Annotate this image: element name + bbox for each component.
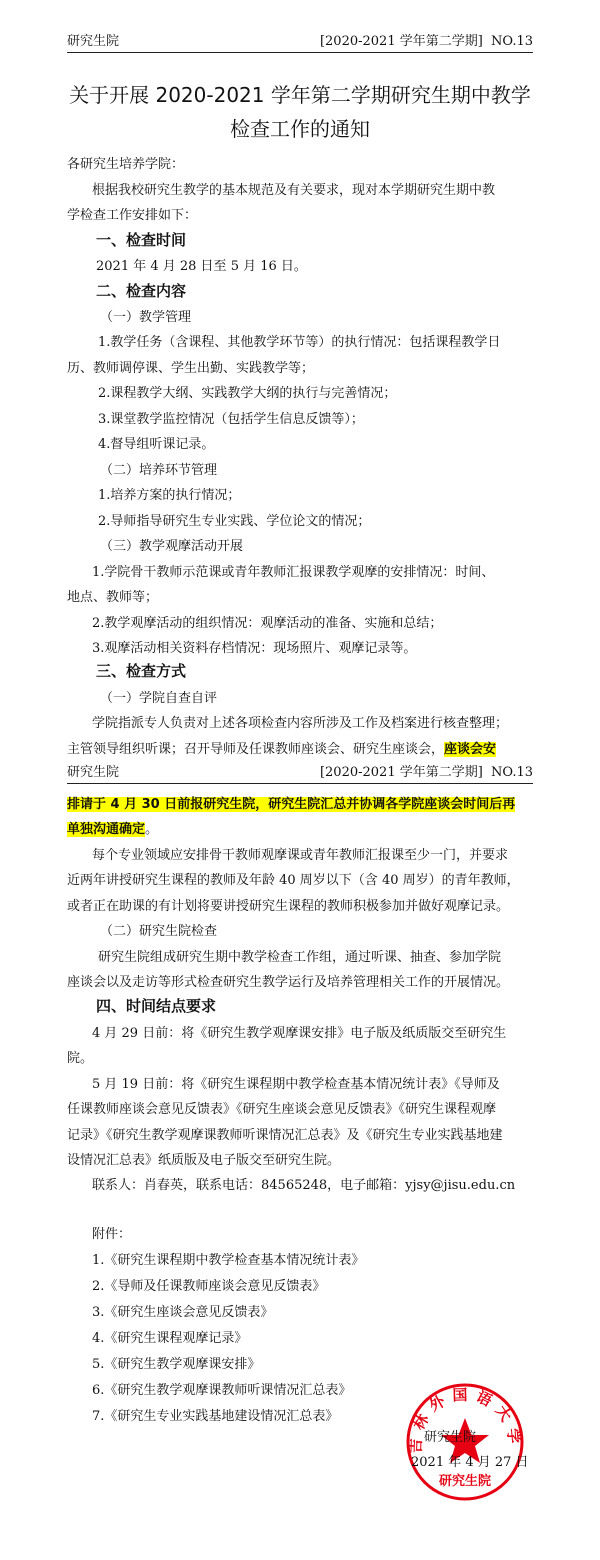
subsection-heading: （一）学院自查自评 [100, 691, 218, 706]
paragraph: 任课教师座谈会意见反馈表》《研究生座谈会意见反馈表》《研究生课程观摩 [67, 1102, 497, 1117]
list-item: 2.导师指导研究生专业实践、学位论文的情况； [98, 514, 371, 529]
paragraph [67, 817, 533, 843]
attachment-item: 7.《研究生专业实践基地建设情况汇总表》 [92, 1409, 339, 1424]
list-item: 3.观摩活动相关资料存档情况：现场照片、观摩记录等。 [92, 641, 417, 656]
paragraph: 或者正在助课的有计划将要讲授研究生课程的教师积极参加并做好观摩记录。 [67, 899, 510, 914]
page-header [67, 30, 533, 53]
section-heading: 二、检查内容 [96, 282, 187, 300]
list-item: 4.督导组听课记录。 [98, 437, 215, 452]
section-heading: 四、时间结点要求 [96, 997, 217, 1015]
section-heading: 三、检查方式 [96, 662, 187, 680]
paragraph [67, 792, 533, 818]
list-item: 1.教学任务（含课程、其他教学环节等）的执行情况：包括课程教学日 [98, 335, 501, 350]
attachment-item: 3.《研究生座谈会意见反馈表》 [92, 1305, 274, 1320]
subsection-heading: （一）教学管理 [100, 310, 192, 325]
list-item: 1.培养方案的执行情况； [98, 488, 241, 503]
header-left: 研究生院 [67, 34, 120, 49]
paragraph: 每个专业领域应安排骨干教师观摩课或青年教师汇报课至少一门，并要求 [92, 848, 509, 863]
list-item: 3.课堂教学监控情况（包括学生信息反馈等）； [98, 412, 364, 427]
paragraph: 学院指派专人负责对上述各项检查内容所涉及工作及档案进行核查整理； [92, 716, 509, 731]
paragraph: 研究生院组成研究生期中教学检查工作组，通过听课、抽查、参加学院 [98, 950, 502, 965]
paragraph: 设情况汇总表》纸质版及电子版交至研究生院。 [67, 1153, 341, 1168]
doc-title-line1: 关于开展 2020-2021 学年第二学期研究生期中教学 [69, 83, 531, 107]
svg-text:研究生院: 研究生院 [438, 1474, 492, 1489]
paragraph: 4 月 29 日前：将《研究生教学观摩课安排》电子版及纸质版交至研究生 [92, 1026, 507, 1041]
paragraph: 近两年讲授研究生课程的教师及年龄 40 周岁以下（含 40 周岁）的青年教师， [67, 873, 520, 888]
paragraph: 2021 年 4 月 28 日至 5 月 16 日。 [96, 259, 307, 274]
list-item: 地点、教师等； [67, 590, 159, 605]
highlighted-text: 单独沟通确定 [67, 822, 146, 837]
paragraph-text: 主管领导组织听课；召开导师及任课教师座谈会、研究生座谈会， [67, 742, 445, 757]
highlighted-text: 排请于 4 月 30 日前报研究生院，研究生院汇总并协调各学院座谈会时间后再 [67, 797, 516, 812]
subsection-heading: （二）培养环节管理 [100, 463, 218, 478]
paragraph: 记录》《研究生教学观摩课教师听课情况汇总表》及《研究生专业实践基地建 [67, 1128, 503, 1143]
intro-line: 根据我校研究生教学的基本规范及有关要求，现对本学期研究生期中教 [92, 183, 496, 198]
paragraph: 5 月 19 日前：将《研究生课程期中教学检查基本情况统计表》《导师及 [92, 1077, 500, 1092]
svg-text:吉林外国语大学: 吉林外国语大学 [406, 1385, 524, 1454]
list-item: 2.课程教学大纲、实践教学大纲的执行与完善情况； [98, 386, 397, 401]
list-item: 历、教师调停课、学生出勤、实践教学等； [67, 361, 315, 376]
salutation: 各研究生培养学院： [67, 157, 185, 172]
header-right: [2020-2021 学年第二学期] NO.13 [319, 765, 533, 780]
list-item: 2.教学观摩活动的组织情况：观摩活动的准备、实施和总结； [92, 616, 443, 631]
page-header [67, 761, 533, 784]
highlighted-text: 座谈会安 [444, 742, 497, 757]
paragraph: 院。 [67, 1051, 94, 1066]
attachment-item: 5.《研究生教学观摩课安排》 [92, 1357, 261, 1372]
attachment-item: 1.《研究生课程期中教学检查基本情况统计表》 [92, 1253, 365, 1268]
intro-line: 学检查工作安排如下： [67, 208, 198, 223]
signature-date: 2021 年 4 月 27 日 [411, 1455, 529, 1470]
doc-title-line2: 检查工作的通知 [230, 117, 370, 141]
attachment-item: 4.《研究生课程观摩记录》 [92, 1331, 248, 1346]
contact-info: 联系人：肖春英，联系电话：84565248，电子邮箱：yjsy@jisu.edu.cn [92, 1178, 516, 1193]
paragraph [67, 737, 533, 763]
subsection-heading: （二）研究生院检查 [100, 924, 218, 939]
attachment-item: 6.《研究生教学观摩课教师听课情况汇总表》 [92, 1383, 352, 1398]
section-heading: 一、检查时间 [96, 231, 187, 249]
subsection-heading: （三）教学观摩活动开展 [100, 539, 244, 554]
attachments-label: 附件： [92, 1227, 132, 1242]
header-right: [2020-2021 学年第二学期] NO.13 [319, 34, 533, 49]
paragraph: 座谈会以及走访等形式检查研究生教学运行及培养管理相关工作的开展情况。 [67, 975, 510, 990]
header-left: 研究生院 [67, 765, 120, 780]
list-item: 1.学院骨干教师示范课或青年教师汇报课教学观摩的安排情况：时间、 [92, 565, 495, 580]
signature-org: 研究生院 [424, 1430, 477, 1445]
attachment-item: 2.《导师及任课教师座谈会意见反馈表》 [92, 1279, 326, 1294]
paragraph-text: 。 [145, 822, 159, 837]
